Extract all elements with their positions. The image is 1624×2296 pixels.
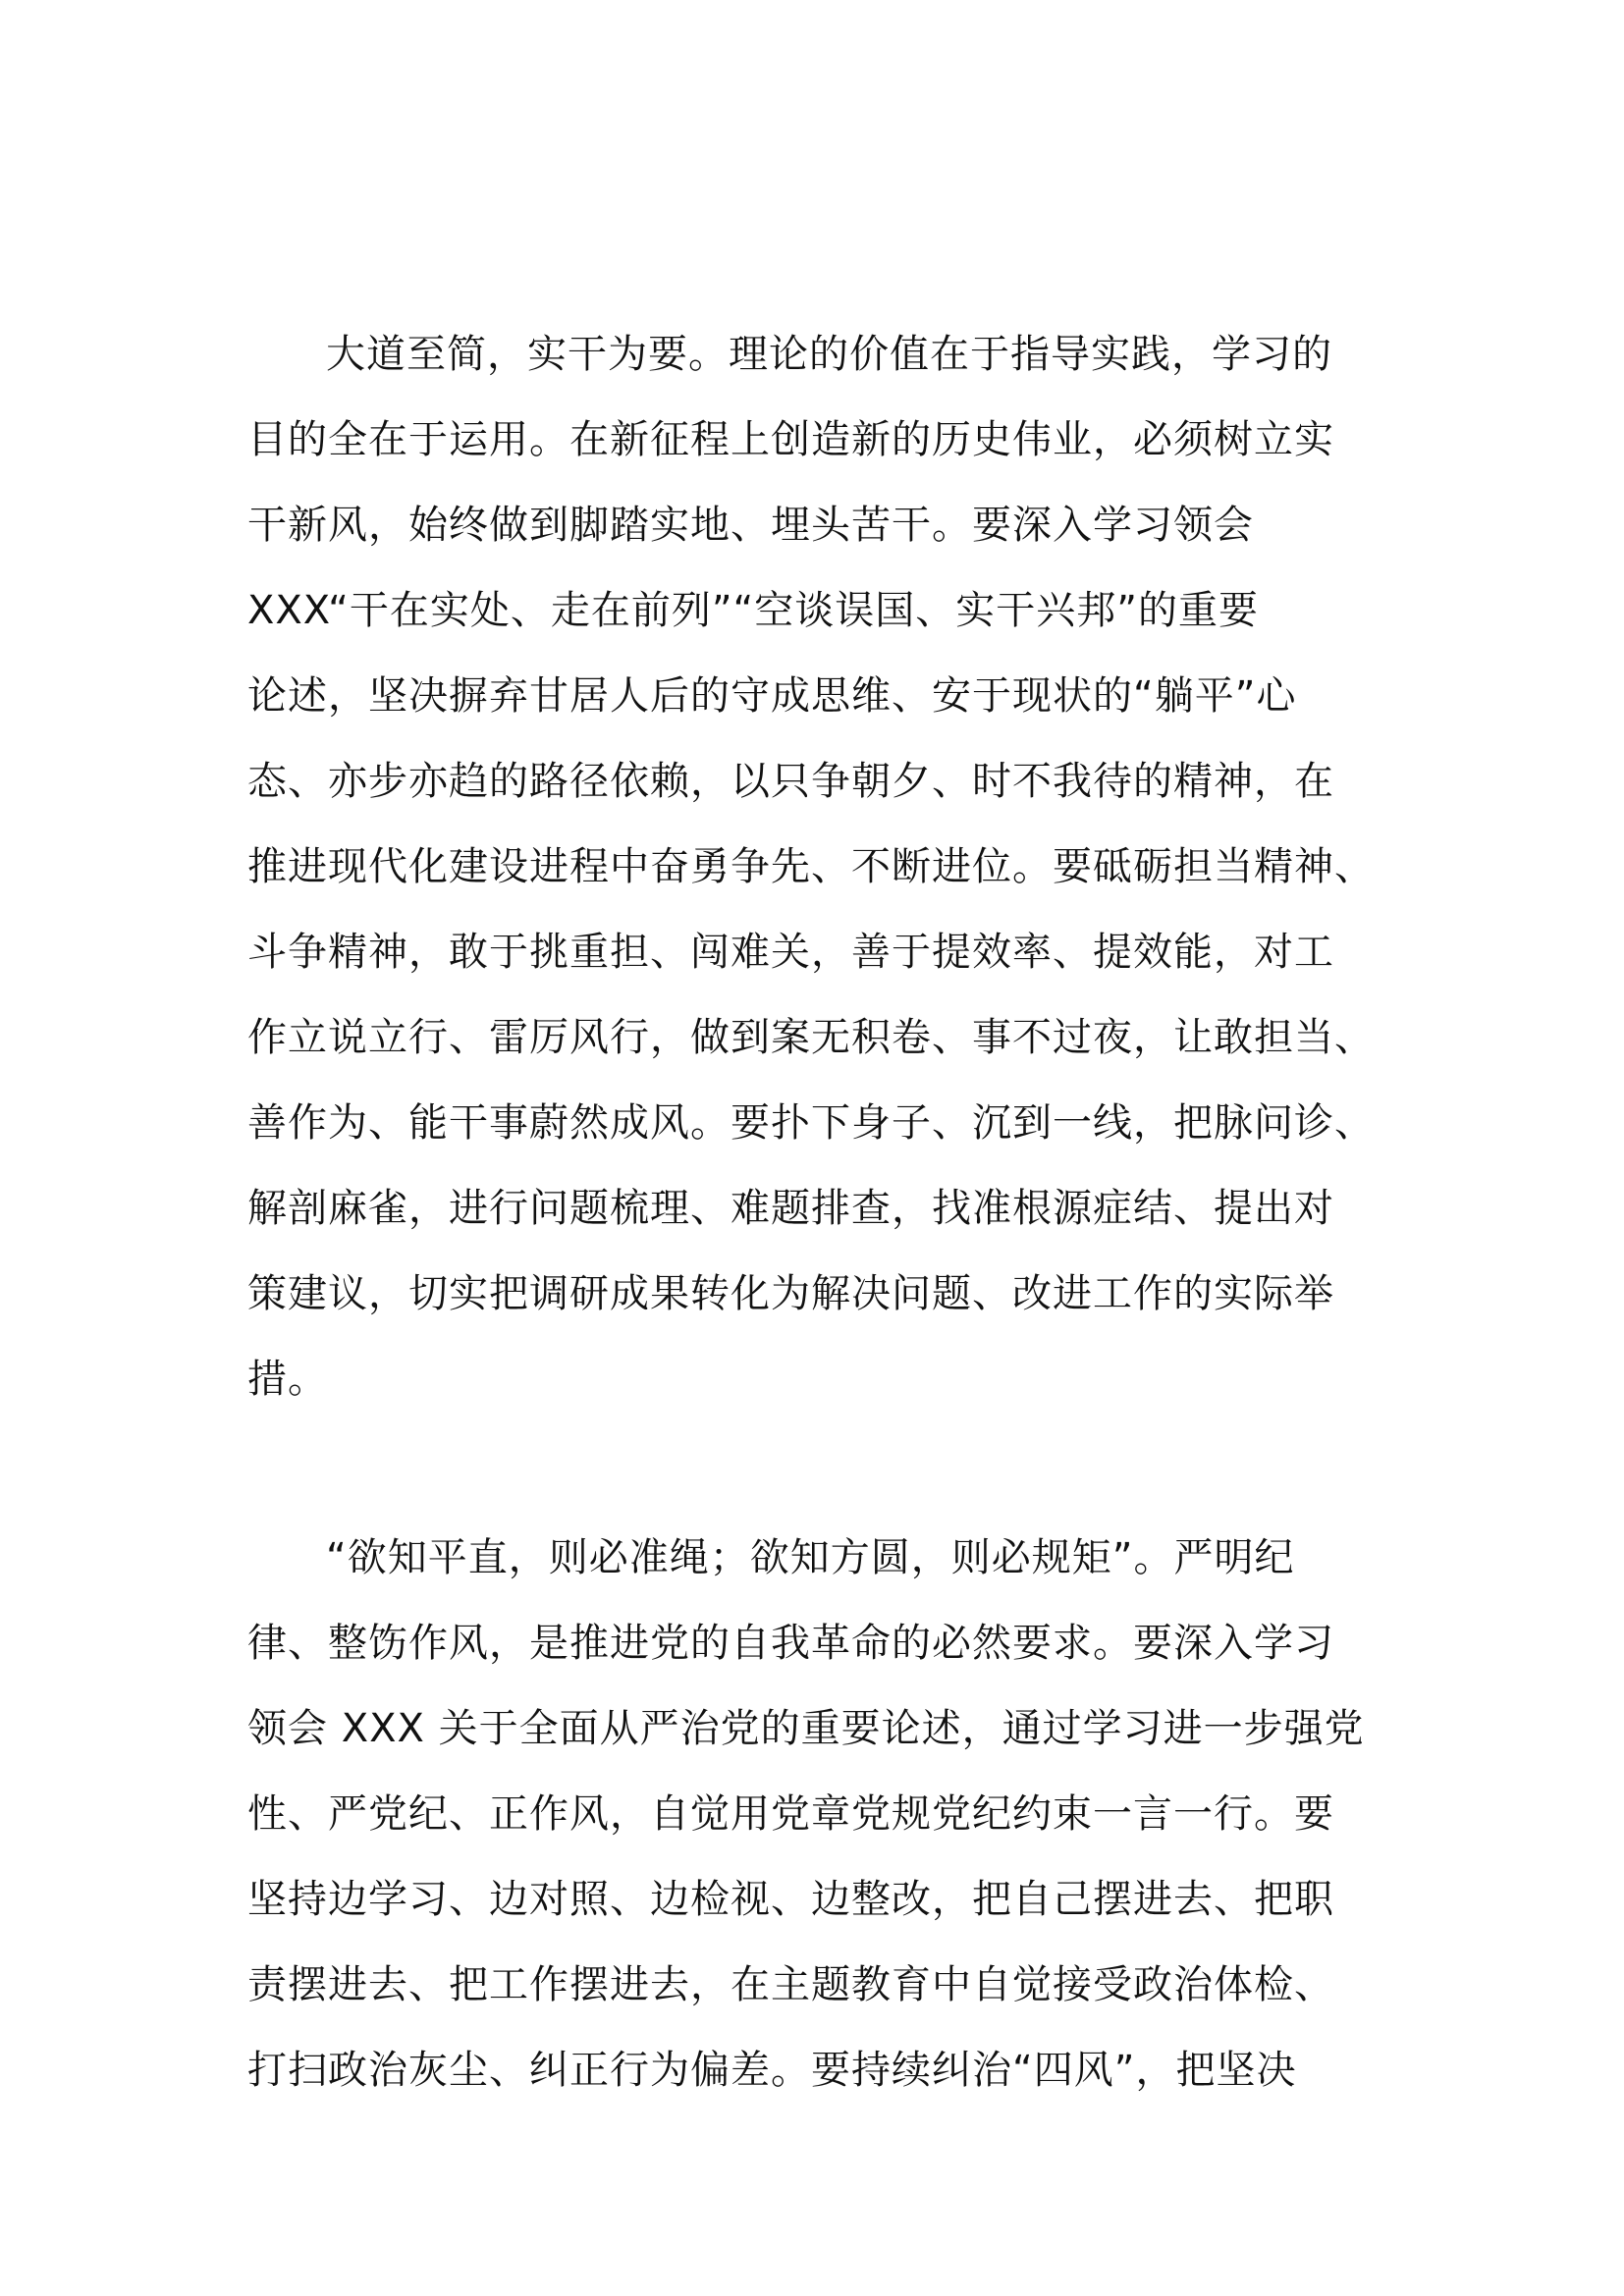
paragraph-line: 责摆进去、把工作摆进去，在主题教育中自觉接受政治体检、 — [247, 1962, 1334, 2007]
paragraph-line: 推进现代化建设进程中奋勇争先、不断进位。要砥砺担当精神、 — [247, 844, 1375, 889]
paragraph-line: 打扫政治灰尘、纠正行为偏差。要持续纠治“四风”，把坚决 — [247, 2048, 1297, 2093]
paragraph-line: “欲知平直，则必准绳；欲知方圆，则必规矩”。严明纪 — [326, 1535, 1295, 1580]
paragraph-line: XXX“干在实处、走在前列”“空谈误国、实干兴邦”的重要 — [247, 588, 1259, 633]
paragraph-line: 论述，坚决摒弃甘居人后的守成思维、安于现状的“躺平”心 — [247, 673, 1297, 719]
paragraph-line: 善作为、能干事蔚然成风。要扑下身子、沉到一线，把脉问诊、 — [247, 1100, 1375, 1146]
paragraph-line: 大道至简，实干为要。理论的价值在于指导实践，学习的 — [326, 332, 1332, 377]
paragraph-spacer — [247, 1422, 1416, 1516]
paragraph-line: 策建议，切实把调研成果转化为解决问题、改进工作的实际举 — [247, 1271, 1334, 1316]
paragraph-line: 措。 — [247, 1357, 328, 1402]
paragraph-line: 作立说立行、雷厉风行，做到案无积卷、事不过夜，让敢担当、 — [247, 1015, 1375, 1060]
paragraph-1 — [247, 312, 1416, 1422]
paragraph-line: 性、严党纪、正作风，自觉用党章党规党纪约束一言一行。要 — [247, 1791, 1334, 1837]
paragraph-line: 斗争精神，敢于挑重担、闯难关，善于提效率、提效能，对工 — [247, 930, 1334, 975]
paragraph-line: 态、亦步亦趋的路径依赖，以只争朝夕、时不我待的精神，在 — [247, 759, 1334, 804]
paragraph-line: 领会 XXX 关于全面从严治党的重要论述，通过学习进一步强党 — [247, 1706, 1365, 1751]
paragraph-2 — [247, 1516, 1416, 2113]
paragraph-line: 律、整饬作风，是推进党的自我革命的必然要求。要深入学习 — [247, 1621, 1334, 1666]
document-body — [247, 312, 1416, 2113]
paragraph-line: 解剖麻雀，进行问题梳理、难题排查，找准根源症结、提出对 — [247, 1186, 1334, 1231]
paragraph-line: 干新风，始终做到脚踏实地、埋头苦干。要深入学习领会 — [247, 503, 1254, 548]
paragraph-line: 目的全在于运用。在新征程上创造新的历史伟业，必须树立实 — [247, 417, 1334, 462]
paragraph-line: 坚持边学习、边对照、边检视、边整改，把自己摆进去、把职 — [247, 1877, 1334, 1922]
